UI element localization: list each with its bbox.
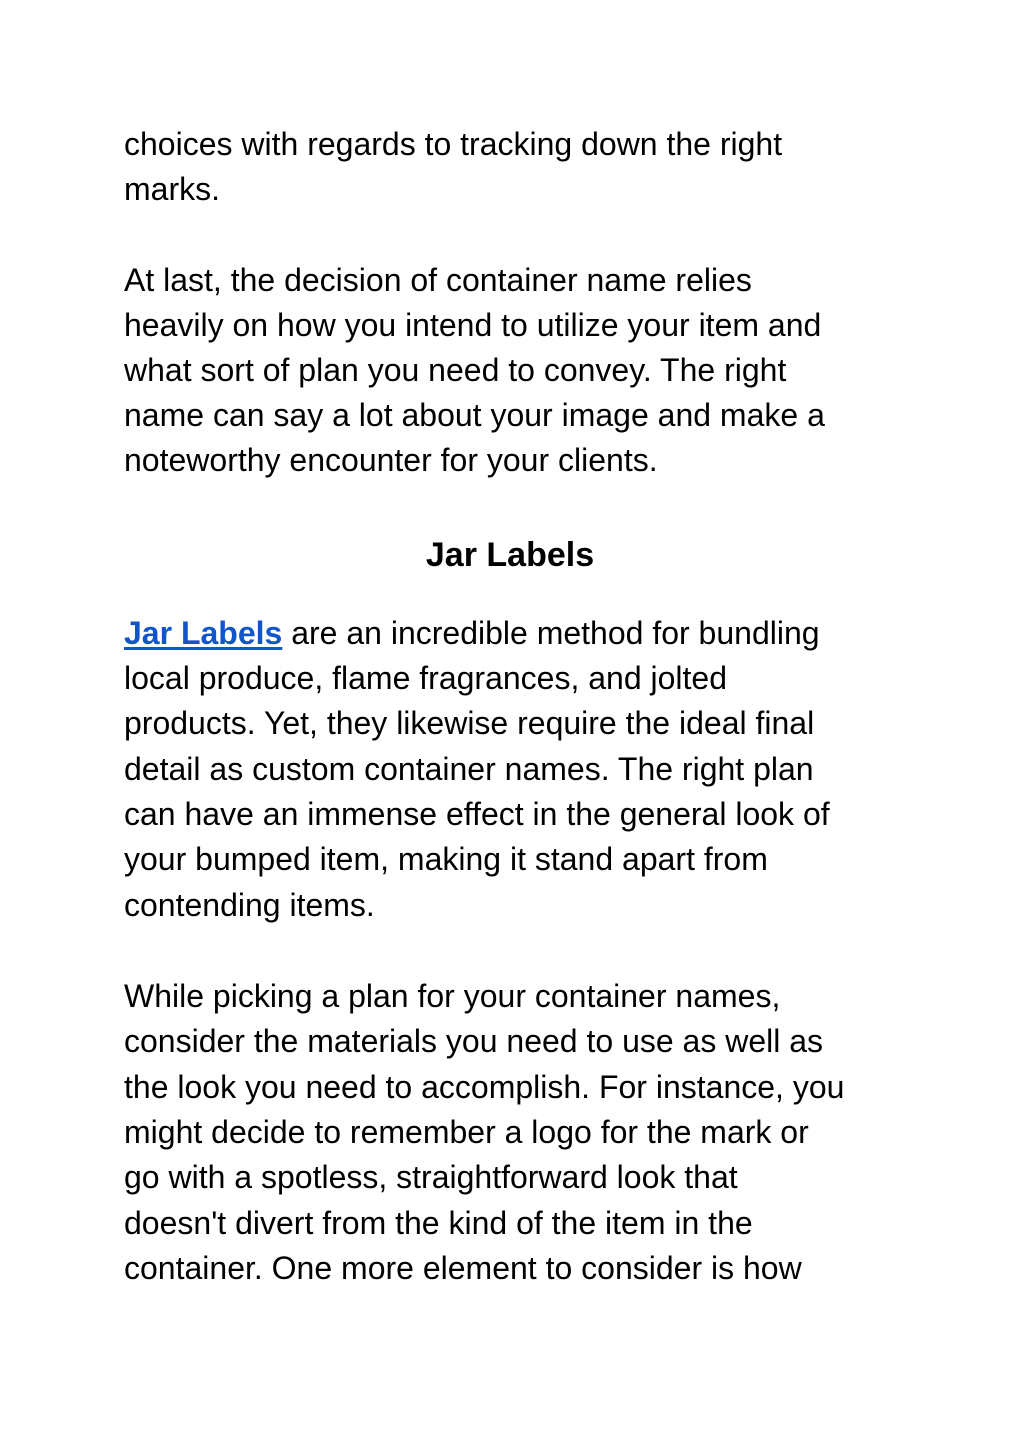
paragraph-3-line-2: local produce, flame fragrances, and jolted [124, 660, 728, 696]
paragraph-2-line-5: noteworthy encounter for your clients. [124, 442, 658, 478]
paragraph-3-line-1 [124, 615, 820, 651]
paragraph-4-line-4: might decide to remember a logo for the mark or [124, 1114, 809, 1150]
jar-labels-link[interactable]: Jar Labels [124, 615, 283, 651]
paragraph-2-line-1: At last, the decision of container name relies [124, 262, 752, 298]
document-page [124, 0, 914, 1446]
paragraph-3-line-3: products. Yet, they likewise require the ideal final [124, 705, 815, 741]
paragraph-1-line-2: marks. [124, 171, 220, 207]
paragraph-2-line-3: what sort of plan you need to convey. The right [124, 352, 787, 388]
paragraph-3-line-1-text: are an incredible method for bundling [282, 615, 820, 651]
paragraph-4-line-5: go with a spotless, straightforward look that [124, 1159, 738, 1195]
paragraph-3-line-6: your bumped item, making it stand apart from [124, 841, 768, 877]
paragraph-3-line-4: detail as custom container names. The right plan [124, 751, 814, 787]
paragraph-2-line-4: name can say a lot about your image and make a [124, 397, 825, 433]
paragraph-4-line-2: consider the materials you need to use as well as [124, 1023, 824, 1059]
paragraph-1-line-1: choices with regards to tracking down the right [124, 126, 783, 162]
paragraph-4-line-3: the look you need to accomplish. For instance, you [124, 1069, 845, 1105]
section-heading: Jar Labels [425, 536, 595, 574]
paragraph-3-line-7: contending items. [124, 887, 375, 923]
paragraph-4-line-6: doesn't divert from the kind of the item in the [124, 1205, 753, 1241]
paragraph-4-line-7: container. One more element to consider is how [124, 1250, 802, 1286]
paragraph-4-line-1: While picking a plan for your container names, [124, 978, 781, 1014]
paragraph-2-line-2: heavily on how you intend to utilize your item and [124, 307, 822, 343]
paragraph-3-line-5: can have an immense effect in the general look of [124, 796, 830, 832]
